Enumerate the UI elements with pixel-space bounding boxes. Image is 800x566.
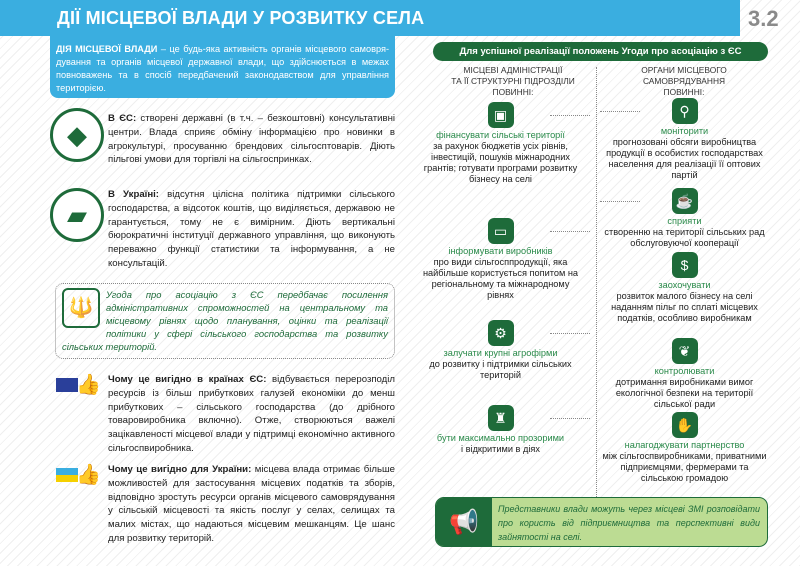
thumbs-up-icon: 👍 <box>76 374 101 396</box>
item-head: сприяти <box>667 216 702 226</box>
leaf-icon: ❦ <box>672 338 698 364</box>
item-head: контролювати <box>654 366 715 376</box>
benefit-ua-paragraph <box>108 463 395 546</box>
column-divider <box>596 67 597 497</box>
megaphone-icon: 📢 <box>436 498 492 546</box>
item-text: про види сільгосппродукції, яка найбільше користується попитом на регіональному та міжнародному рівнях <box>422 257 579 300</box>
handshake-icon: ✋ <box>672 412 698 438</box>
thumbs-up-icon: 👍 <box>76 464 101 486</box>
agreement-note <box>55 283 395 359</box>
item-head: налагоджувати партнерство <box>624 440 745 450</box>
self-government-header: ОРГАНИ МІСЦЕВОГО САМОВРЯДУВАННЯ ПОВИННІ: <box>641 65 727 97</box>
media-banner <box>435 497 768 547</box>
cup-icon: ☕ <box>672 188 698 214</box>
connector <box>550 333 590 334</box>
definition-box <box>50 36 395 98</box>
ukraine-text: відсутня цілісна політика підтримки сільського господарства, а відсоток коштів, що виділяється, державою не гарантується, тому не є вимірним. Діють вертикальні бюрократичні інституції державного управління, що виконують переважно функції статистики та інформування, а не консультацій. <box>108 189 396 269</box>
item-text: створенню на території сільських рад обслуговуючої кооперації <box>604 227 765 248</box>
list-item <box>418 320 583 381</box>
ukraine-paragraph <box>108 188 395 271</box>
item-head: фінансувати сільські території <box>436 130 565 140</box>
benefit-eu-label: Чому це вигідно в країнах ЄС: <box>108 374 267 385</box>
connector <box>550 231 590 232</box>
agreement-text: Угода про асоціацію з ЄС передбачає посилення адміністративних спроможностей на центральному та місцевому рівнях щодо планування, оцінки та реалізації політики у сфері сільського господарства та розвитку сільських територій. <box>62 289 388 352</box>
benefit-eu-text: відбувається перерозподіл ресурсів із більш прибуткових галузей економіки до менш прибуткових – сільського господарства (до дрібного товаровиробника включно). Отже, створюються важелі зацікавленості місцевої влади у підтримці економічно активного сільгоспвиробника. <box>108 374 395 454</box>
trident-document-icon: 🔱 <box>62 288 100 328</box>
item-text: прогнозовані обсяги виробництва продукції в особистих господарствах населення для реалізації її оптових партій <box>606 137 763 180</box>
eu-label: В ЄС: <box>108 113 137 124</box>
tv-icon: ▭ <box>488 218 514 244</box>
definition-text: – це будь-яка активність органів місцевого самовря-дування та органів місцевої державної влади, що здійснюється в межах повноважень та в спосіб передбачений законодавством для управління територією. <box>56 44 390 93</box>
eu-flag-icon <box>56 378 78 392</box>
list-item <box>602 412 767 484</box>
eu-text: створені державні (в т.ч. – безкоштовні) консультативні центри. Влада сприяє обміну інформацією про новинки в агрокультурі, просуванню брендових сільгосптоварів. Діють пільгові умови для торгівлі на сільгоспринках. <box>108 113 395 166</box>
list-item <box>602 338 767 410</box>
safe-icon: ▣ <box>488 102 514 128</box>
item-text: до розвитку і підтримки сільських територій <box>429 359 572 380</box>
list-item <box>602 188 767 249</box>
item-head: моніторити <box>660 126 709 136</box>
lantern-icon: ♜ <box>488 405 514 431</box>
list-item <box>602 252 767 324</box>
item-text: за рахунок бюджетів усіх рівнів, інвестицій, пошуків міжнародних грантів; готувати програми розвитку бізнесу на селі <box>423 141 578 184</box>
harvester-icon: ⚙ <box>488 320 514 346</box>
item-text: розвиток малого бізнесу на селі наданням пільг по сплаті місцевих податків, особливо виробникам <box>611 291 758 323</box>
definition-term: ДІЯ МІСЦЕВОЇ ВЛАДИ <box>56 44 158 54</box>
list-item <box>602 98 767 181</box>
benefit-eu-paragraph <box>108 373 395 456</box>
local-admin-header: МІСЦЕВІ АДМІНІСТРАЦІЇ ТА ЇЇ СТРУКТУРНІ ПІДРОЗДІЛИ ПОВИННІ: <box>451 65 575 97</box>
item-text: дотримання виробниками вимог екологічної безпеки на території сільської ради <box>615 377 754 409</box>
item-head: бути максимально прозорими <box>436 433 565 443</box>
ukraine-flag-icon <box>56 468 78 482</box>
item-head: залучати крупні агрофірми <box>443 348 558 358</box>
magnifier-icon: ⚲ <box>672 98 698 124</box>
ukraine-map-icon: ▰ <box>50 188 104 242</box>
benefit-ua-label: Чому це вигідно для України: <box>108 464 252 475</box>
coin-icon: $ <box>672 252 698 278</box>
banner-text: Представники влади можуть через місцеві ЗМІ розповідати про користь від підприємництва та перспективні види зайнятості на селі. <box>498 504 760 542</box>
page-title: ДІЇ МІСЦЕВОЇ ВЛАДИ У РОЗВИТКУ СЕЛА <box>57 8 425 28</box>
list-item <box>418 405 583 455</box>
item-text: між сільгоспвиробниками, приватними підприємцями, фермерами та сільською громадою <box>602 451 767 483</box>
section-header-pill: Для успішної реалізації положень Угоди про асоціацію з ЄС <box>433 42 768 61</box>
europe-map-icon: ◆ <box>50 108 104 162</box>
section-number: 3.2 <box>748 6 779 31</box>
item-text: і відкритими в діях <box>461 444 540 454</box>
eu-paragraph <box>108 112 395 167</box>
connector <box>550 418 590 419</box>
ukraine-label: В Україні: <box>108 189 160 200</box>
benefit-ua-text: місцева влада отримає більше можливостей для застосування місцевих податків та зборів, відповідно зростуть ресурси органів місцевого самоврядування у сільській місцевості та якість послуг у селах, селищах та малих містах, що надаються місцевим мешканцям. Це шанс для розвитку територій. <box>108 464 395 544</box>
item-head: інформувати виробників <box>448 246 553 256</box>
item-head: заохочувати <box>658 280 711 290</box>
connector <box>550 115 590 116</box>
